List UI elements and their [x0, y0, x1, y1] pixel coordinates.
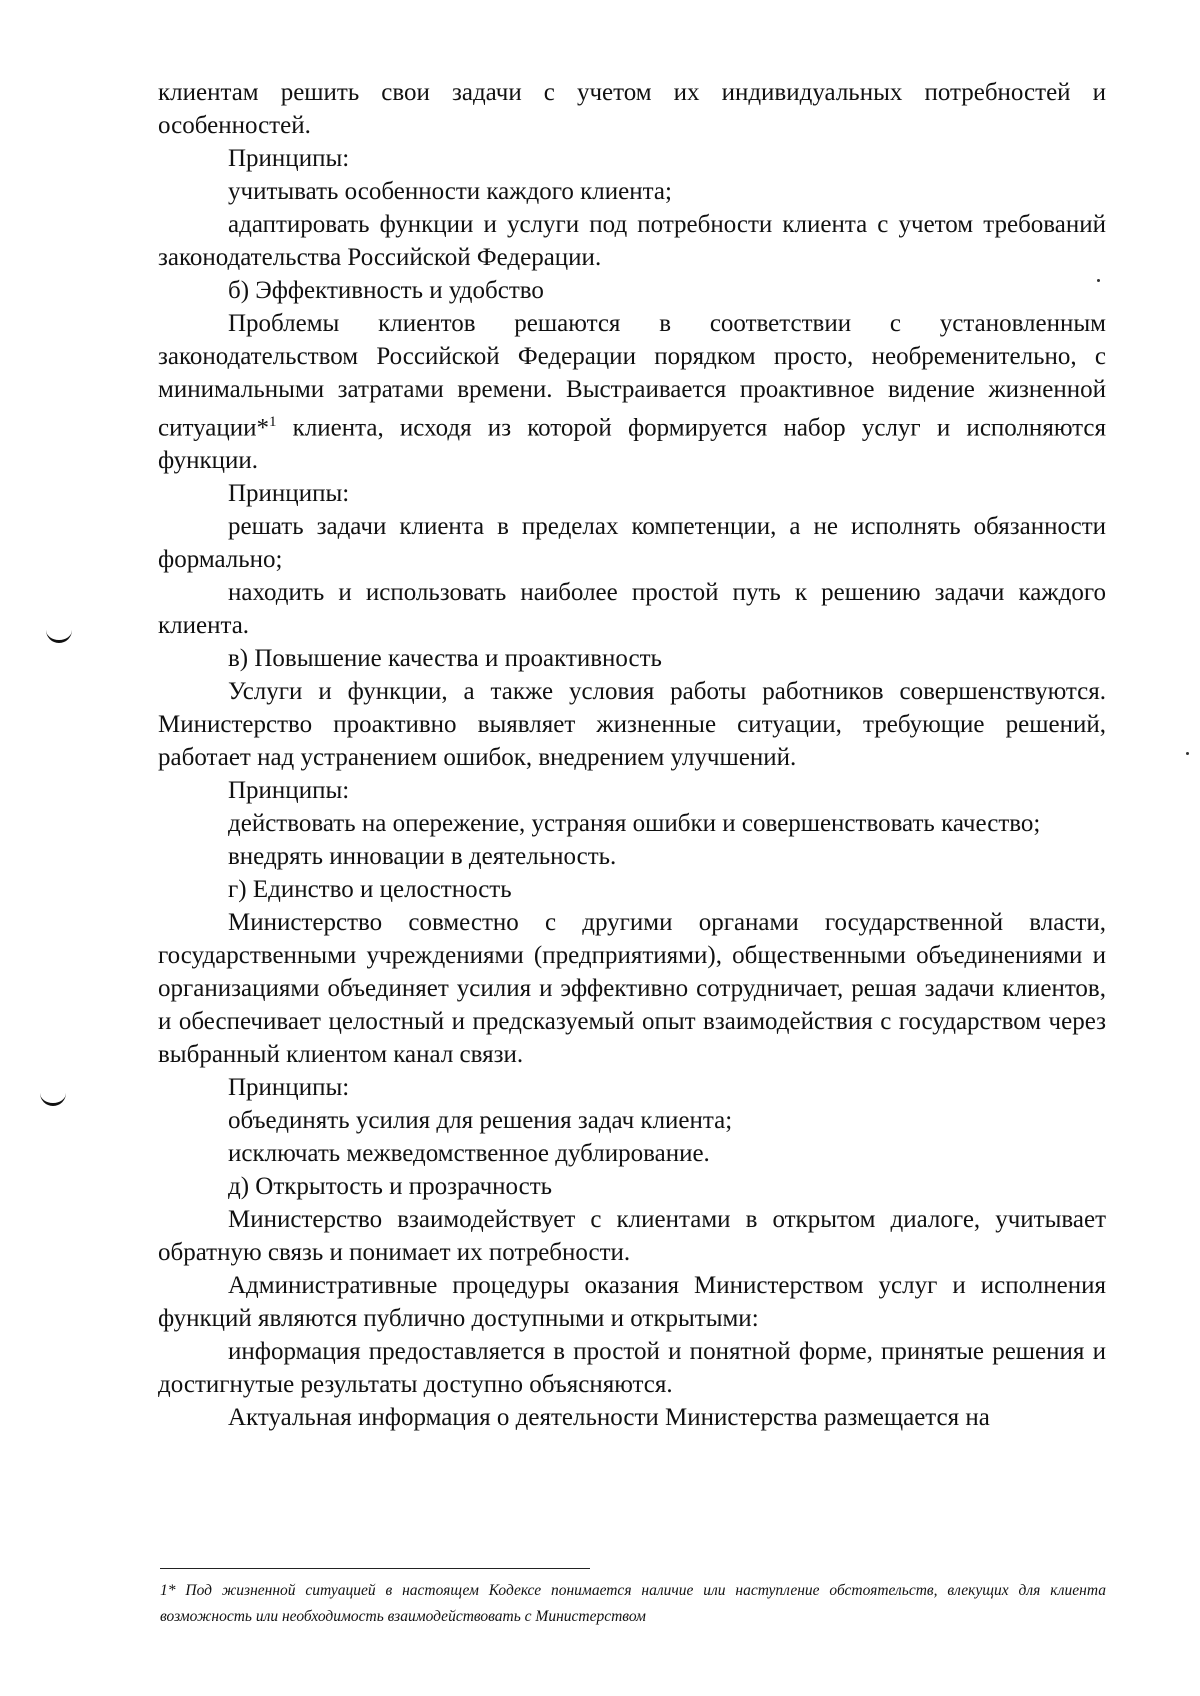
principle-item: находить и использовать наиболее простой путь к решению задачи каждого клиента. [158, 579, 1106, 640]
binder-hole-mark [46, 630, 72, 643]
principles-heading: Принципы: [228, 145, 350, 172]
principle-item: учитывать особенности каждого клиента; [228, 178, 672, 205]
paragraph [158, 307, 1106, 477]
principles-heading: Принципы: [228, 480, 350, 508]
paragraph: Министерство совместно с другими органами государственной власти, государственными учреждениями (предприятиями), общественными объединениями и организациями объединяет усилия и эффективно сотрудничает, решая задачи клиентов, и обеспечивает целостный и предсказуемый опыт взаимодействия с государством через выбранный клиентом канал связи. [158, 909, 1106, 1069]
paragraph: Услуги и функции, а также условия работы работников совершенствуются. Министерство проактивно выявляет жизненные ситуации, требующие решений, работает над устранением ошибок, внедрением улучшений. [158, 678, 1106, 772]
scan-speck [1186, 752, 1189, 755]
footnote-ref: 1 [268, 414, 277, 430]
scan-speck [1097, 279, 1100, 282]
principle-item: адаптировать функции и услуги под потребности клиента с учетом требований законодательства Российской Федерации. [158, 211, 1106, 271]
principle-item: решать задачи клиента в пределах компетенции, а не исполнять обязанности формально; [158, 513, 1106, 574]
paragraph: Актуальная информация о деятельности Министерства размещается на [228, 1404, 990, 1432]
paragraph: Административные процедуры оказания Министерством услуг и исполнения функций являются публично доступными и открытыми: [158, 1272, 1106, 1333]
paragraph: Министерство взаимодействует с клиентами в открытом диалоге, учитывает обратную связь и понимает их потребности. [158, 1206, 1106, 1267]
binder-hole-mark [40, 1093, 66, 1106]
section-heading: г) Единство и целостность [228, 876, 512, 904]
section-heading: б) Эффективность и удобство [228, 277, 544, 304]
paragraph: информация предоставляется в простой и понятной форме, принятые решения и достигнутые результаты доступно объясняются. [158, 1338, 1106, 1399]
section-heading: в) Повышение качества и проактивность [228, 645, 662, 673]
principles-heading: Принципы: [228, 1074, 350, 1102]
principle-item: действовать на опережение, устраняя ошибки и совершенствовать качество; [228, 810, 1041, 838]
principle-item: объединять усилия для решения задач клиента; [228, 1107, 733, 1135]
section-heading: д) Открытость и прозрачность [228, 1173, 553, 1201]
paragraph: клиентам решить свои задачи с учетом их индивидуальных потребностей и особенностей. [158, 79, 1106, 139]
principle-item: исключать межведомственное дублирование. [228, 1140, 710, 1168]
footnote-divider [160, 1568, 590, 1569]
paragraph-text-tail: клиента, исходя из которой формируется набор услуг и исполняются функции. [158, 414, 1106, 475]
paragraph-text: Проблемы клиентов решаются в соответствии с установленным законодательством Российской Федерации порядком просто, необременительно, с минимальными затратами времени. Выстраивается проактивное видение жизненной ситуации* [158, 310, 1106, 442]
principles-heading: Принципы: [228, 777, 350, 805]
body-text [158, 76, 1106, 1434]
footnote: 1* Под жизненной ситуацией в настоящем Кодексе понимается наличие или наступление обстоятельств, влекущих для клиента возможность или необходимость взаимодействовать с Министерством [160, 1582, 1106, 1625]
principle-item: внедрять инновации в деятельность. [228, 843, 617, 871]
